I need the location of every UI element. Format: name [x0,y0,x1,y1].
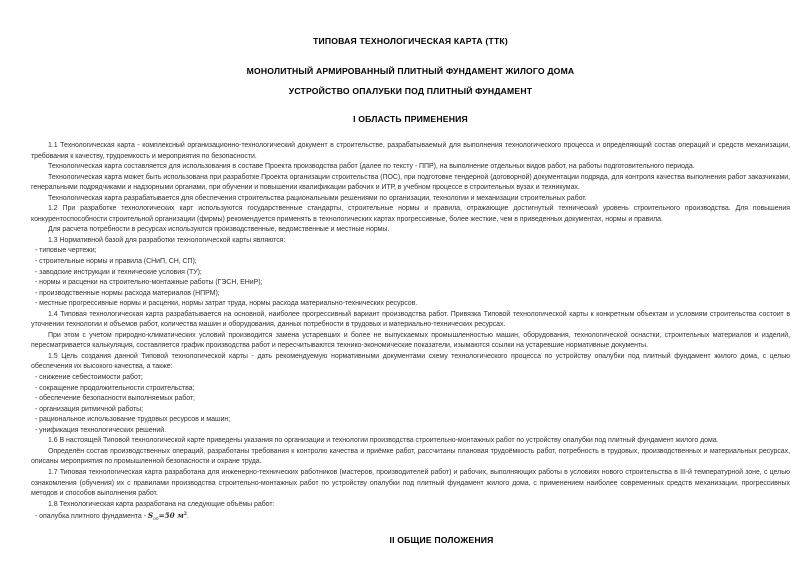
doc-paragraph: Для расчета потребности в ресурсах используются производственные, ведомственные и местные нормы. [48,226,390,234]
formula-value: =50 м [158,511,184,521]
doc-list-item: - строительные нормы и правила (СНиП, СН, СП); [35,258,197,266]
doc-paragraph: 1.3 Нормативной базой для разработки технологической карты являются: [48,236,286,244]
section-1-heading: I ОБЛАСТЬ ПРИМЕНЕНИЯ [353,114,468,124]
formula-end: . [186,513,189,521]
formula-variable: S [147,511,154,521]
doc-list-item: - сокращение продолжительности строительства; [35,384,195,392]
formula-prefix: - опалубка плитного фундамента - [35,513,148,521]
doc-paragraph: 1.4 Типовая технологическая карта разрабатывается на основной, наиболее прогрессивный вариант производства работ. Привязка Типовой технологической карты к конкретным объектам и условиям строительства состоит в уточнении технологии и объемов работ, количества машин и оборудования, данных потребности в трудовых и материально-технических ресурсах. [31,310,790,329]
doc-paragraph: При этом с учетом природно-климатических условий производится замена устаревших и более не выпускаемых промышленностью машин, оборудования, технологической оснастки, строительных материалов и изделий, пересматривается калькуляция, составляется график производства работ и пересчитываются технико-экономические показатели, изымаются ссылки на устаревшие нормативные документы. [31,331,790,350]
doc-paragraph: 1.2 При разработке технологических карт используются государственные стандарты, строительные нормы и правила, отражающие достигнутый технический уровень строительного производства. Для повышения конкурентоспособности строительной организации (фирмы) рекомендуется применять в технологических картах прогрессивные, более жесткие, чем в приведенных документах, нормы и правила. [31,205,790,223]
doc-list-item: - обеспечение безопасности выполняемых работ; [35,395,195,403]
formula-superscript: 2 [183,512,187,518]
doc-list-item: - типовые чертежи; [35,247,97,255]
doc-list-item: - снижение себестоимости работ; [35,374,143,382]
doc-list-item: - заводские инструкции и технические условия (ТУ); [35,268,202,276]
document-title: ТИПОВАЯ ТЕХНОЛОГИЧЕСКАЯ КАРТА (ТТК) [313,36,508,46]
doc-paragraph: 1.6 В настоящей Типовой технологической карте приведены указания по организации и технологии производства строительно-монтажных работ по устройству опалубки под плитный фундамент жилого дома. [48,437,719,445]
doc-paragraph: 1.5 Цель создания данной Типовой технологической карты - дать рекомендуемую нормативными документами схему технологического процесса по устройству опалубки под плитный фундамент жилого дома, с целью обеспечения их высокого качества, а также: [31,352,790,371]
doc-list-item: - унификация технологических решений. [35,426,167,434]
doc-list-item: - производственные нормы расхода материалов (НПРМ); [35,289,220,297]
doc-paragraph: 1.7 Типовая технологическая карта разработана для инженерно-технических работников (мастеров, производителей работ) и рабочих, выполняющих работы в условиях нового строительства в III-й температурной зоне, с целью ознакомления (обучения) их с правилами производства строительно-монтажных работ по устройству опалубки под плитный фундамент жилого дома, с применением наиболее современных средств механизации, прогрессивных методов и способов выполнения работ. [31,468,790,498]
doc-paragraph: 1.1 Технологическая карта - комплексный организационно-технологический документ в строительстве, разрабатываемый для выполнения технологического процесса и определяющий состав операций и средств механизации, требования к качеству, трудоемкость и мероприятия по безопасности. [31,142,790,160]
doc-list-item: - организация ритмичной работы; [35,405,144,413]
doc-list-item: - местные прогрессивные нормы и расценки, нормы затрат труда, нормы расхода материально-технических ресурсов. [35,300,418,308]
formula-subscript: оп [153,517,159,523]
document-subtitle: МОНОЛИТНЫЙ АРМИРОВАННЫЙ ПЛИТНЫЙ ФУНДАМЕНТ ЖИЛОГО ДОМА [246,66,575,76]
section-2-heading: II ОБЩИЕ ПОЛОЖЕНИЯ [389,534,494,545]
doc-paragraph: Определён состав производственных операций, разработаны требования к контролю качества и приёмке работ, рассчитаны плановая трудоёмкость работ, потребность в трудовых, производственных и материальных ресурсах, описаны мероприятия по промышленной безопасности и охране труда. [31,447,790,466]
document-subtitle-2: УСТРОЙСТВО ОПАЛУБКИ ПОД ПЛИТНЫЙ ФУНДАМЕНТ [288,86,533,96]
doc-volume-line [31,510,790,526]
doc-paragraph: 1.8 Технологическая карта разработана на следующие объёмы работ: [48,500,275,508]
doc-paragraph: Технологическая карта может быть использована при разработке Проекта организации строительства (ПОС), при подготовке тендерной (договорной) документации подряда, для контроля качества выполнения работ заказчиками, генеральными подрядчиками и надзорными органами, при обучении и повышении квалификации рабочих и ИТР, в учебном процессе в строительных вузах и техникумах. [31,173,790,192]
document-body [31,141,790,526]
doc-list-item: - нормы и расценки на строительно-монтажные работы (ГЭСН, ЕНиР); [35,279,263,287]
doc-paragraph: Технологическая карта разрабатывается для обеспечения строительства рациональными решениями по организации, технологии и механизации строительных работ. [48,194,587,202]
doc-list-item: - рациональное использование трудовых ресурсов и машин; [35,416,231,424]
doc-paragraph: Технологическая карта составляется для использования в составе Проекта производства работ (далее по тексту - ППР), на выполнение отдельных видов работ, на работы подготовительного периода. [48,163,695,171]
